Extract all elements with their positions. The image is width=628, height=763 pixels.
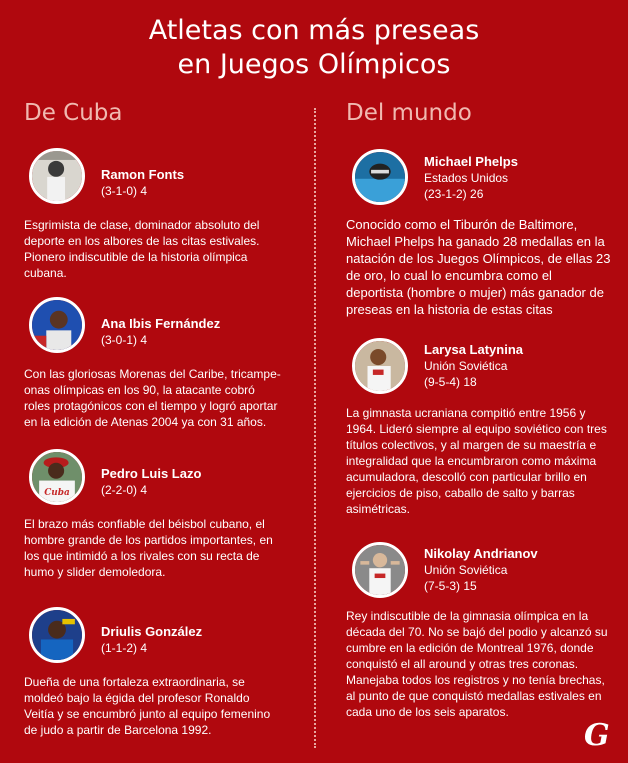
jersey-text: Cuba — [44, 487, 70, 498]
athlete-description: El brazo más confiable del béisbol cubano, el hombre grande de los partidos importantes, en los que intimidó a los rivales con su recta de humo y slider demoledora. — [24, 517, 273, 579]
avatar — [352, 542, 408, 598]
avatar — [29, 607, 85, 663]
athlete-medals: (2-2-0) 4 — [101, 483, 148, 497]
athlete-medals: (7-5-3) 15 — [424, 579, 477, 593]
athlete-medals: (9-5-4) 18 — [424, 375, 477, 389]
avatar — [29, 297, 85, 353]
title-line-2: en Juegos Olímpicos — [177, 49, 451, 80]
column-divider — [314, 108, 316, 748]
athlete-medals: (23-1-2) 26 — [424, 187, 484, 201]
athlete-description: Dueña de una fortaleza extraordinaria, se moldeó bajo la égida del profesor Ronaldo Veitía y se encumbró junto al equipo femenino de judo a partir de Barcelona 1992. — [24, 675, 271, 737]
athlete-name: Michael Phelps — [424, 154, 518, 169]
column-heading-cuba: De Cuba — [24, 100, 123, 126]
athlete-description: Esgrimista de clase, dominador absoluto del deporte en los albores de las citas estivales. Pionero indiscutible de la historia olímpica cubana. — [24, 218, 260, 280]
avatar — [352, 338, 408, 394]
athlete-country: Unión Soviética — [424, 563, 508, 577]
athlete-country: Estados Unidos — [424, 171, 509, 185]
athlete-description: Con las gloriosas Morenas del Caribe, tricampe- onas olímpicas en los 90, la atacante cobró roles protagónicos con el tiempo y logró aportar en la edición de Atenas 2004 ya con 31 años. — [24, 367, 281, 429]
avatar — [352, 149, 408, 205]
athlete-name: Larysa Latynina — [424, 342, 523, 357]
avatar — [29, 148, 85, 204]
athlete-description: La gimnasta ucraniana compitió entre 1956 y 1964. Lideró siempre al equipo soviético con tres títulos colectivos, y al margen de su maestría e integralidad que la encumbraron como máxima acumuladora, descolló con particular brillo en ejercicios de piso, caballo de salto y barras asimétricas. — [346, 406, 607, 516]
athlete-description: Conocido como el Tiburón de Baltimore, Michael Phelps ha ganado 28 medallas en la natación de los Juegos Olímpicos, de ellas 23 de oro, lo cual lo encumbra como el deportista (hombre o mujer) más ganador de preseas en la historia de estas citas — [346, 217, 611, 317]
athlete-name: Driulis González — [101, 624, 203, 639]
athlete-medals: (3-1-0) 4 — [101, 184, 148, 198]
athlete-medals: (3-0-1) 4 — [101, 333, 148, 347]
title-line-1: Atletas con más preseas — [148, 15, 480, 46]
athlete-medals: (1-1-2) 4 — [101, 641, 148, 655]
athlete-country: Unión Soviética — [424, 359, 508, 373]
athlete-name: Ramon Fonts — [101, 167, 185, 182]
avatar — [29, 449, 85, 505]
athlete-name: Ana Ibis Fernández — [101, 316, 221, 331]
column-heading-world: Del mundo — [346, 100, 472, 126]
athlete-name: Nikolay Andrianov — [424, 546, 538, 561]
page-title — [0, 14, 628, 82]
athlete-name: Pedro Luis Lazo — [101, 466, 202, 481]
athlete-description: Rey indiscutible de la gimnasia olímpica en la década del 70. No se bajó del podio y alcanzó su cumbre en la edición de Montreal 1976, donde conquistó el all around y otras tres coronas. Manejaba todos los registros y no tenía brechas, al punto de que conquistó medallas estivales en cada uno de los seis aparatos. — [346, 609, 608, 719]
publisher-logo: G — [584, 718, 610, 753]
